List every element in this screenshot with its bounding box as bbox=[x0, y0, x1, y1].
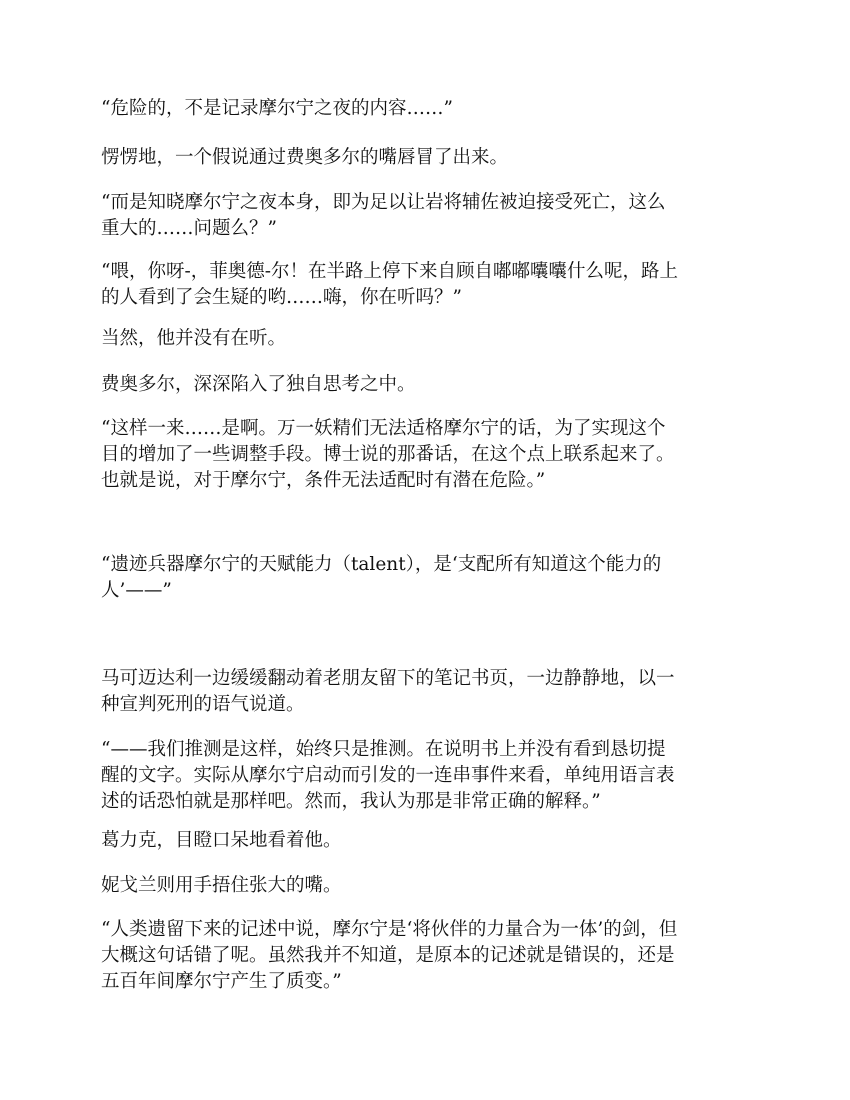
text-line: 目的增加了一些调整手段。博士说的那番话，在这个点上联系起来了。 bbox=[101, 444, 675, 465]
text-line: “喂，你呀-，菲奥德-尔！在半路上停下来自顾自嘟嘟囔囔什么呢，路上 bbox=[101, 261, 678, 282]
text-line: 费奥多尔，深深陷入了独自思考之中。 bbox=[101, 374, 416, 395]
paragraph-12 bbox=[101, 873, 751, 899]
text-line: 愣愣地，一个假说通过费奥多尔的嘴唇冒了出来。 bbox=[101, 147, 509, 168]
text-line: “遗迹兵器摩尔宁的天赋能力（talent），是‘支配所有知道这个能力的 bbox=[101, 554, 662, 575]
paragraph-1 bbox=[101, 96, 751, 122]
text-line: 述的话恐怕就是那样吧。然而，我认为那是非常正确的解释。” bbox=[101, 791, 601, 812]
text-line: 重大的……问题么？” bbox=[101, 218, 277, 239]
text-line: “人类遗留下来的记述中说，摩尔宁是‘将伙伴的力量合为一体’的剑，但 bbox=[101, 919, 678, 940]
text-line: 人’——” bbox=[101, 580, 172, 601]
text-line: “危险的，不是记录摩尔宁之夜的内容……” bbox=[101, 98, 453, 119]
paragraph-9 bbox=[101, 666, 751, 718]
paragraph-6 bbox=[101, 372, 751, 398]
paragraph-7 bbox=[101, 416, 751, 494]
text-line: 醒的文字。实际从摩尔宁启动而引发的一连串事件来看，单纯用语言表 bbox=[101, 765, 675, 786]
text-line: 也就是说，对于摩尔宁，条件无法适配时有潜在危险。” bbox=[101, 470, 546, 491]
text-line: 五百年间摩尔宁产生了质变。” bbox=[101, 971, 342, 992]
text-line: 的人看到了会生疑的哟……嗨，你在听吗？” bbox=[101, 287, 462, 308]
paragraph-13 bbox=[101, 917, 751, 995]
paragraph-3 bbox=[101, 190, 751, 242]
text-line: 大概这句话错了呢。虽然我并不知道，是原本的记述就是错误的，还是 bbox=[101, 945, 675, 966]
paragraph-4 bbox=[101, 259, 751, 311]
text-line: 当然，他并没有在听。 bbox=[101, 328, 287, 349]
text-line: 马可迈达利一边缓缓翻动着老朋友留下的笔记书页，一边静静地，以一 bbox=[101, 668, 675, 689]
paragraph-11 bbox=[101, 828, 751, 854]
paragraph-8 bbox=[101, 552, 751, 604]
paragraph-10 bbox=[101, 737, 751, 815]
paragraph-2 bbox=[101, 145, 751, 171]
text-line: “而是知晓摩尔宁之夜本身，即为足以让岩将辅佐被迫接受死亡，这么 bbox=[101, 192, 666, 213]
text-line: “这样一来……是啊。万一妖精们无法适格摩尔宁的话，为了实现这个 bbox=[101, 418, 666, 439]
text-line: 种宣判死刑的语气说道。 bbox=[101, 694, 305, 715]
text-line: “——我们推测是这样，始终只是推测。在说明书上并没有看到恳切提 bbox=[101, 739, 666, 760]
text-line: 妮戈兰则用手捂住张大的嘴。 bbox=[101, 875, 342, 896]
paragraph-5 bbox=[101, 326, 751, 352]
text-line: 葛力克，目瞪口呆地看着他。 bbox=[101, 830, 342, 851]
